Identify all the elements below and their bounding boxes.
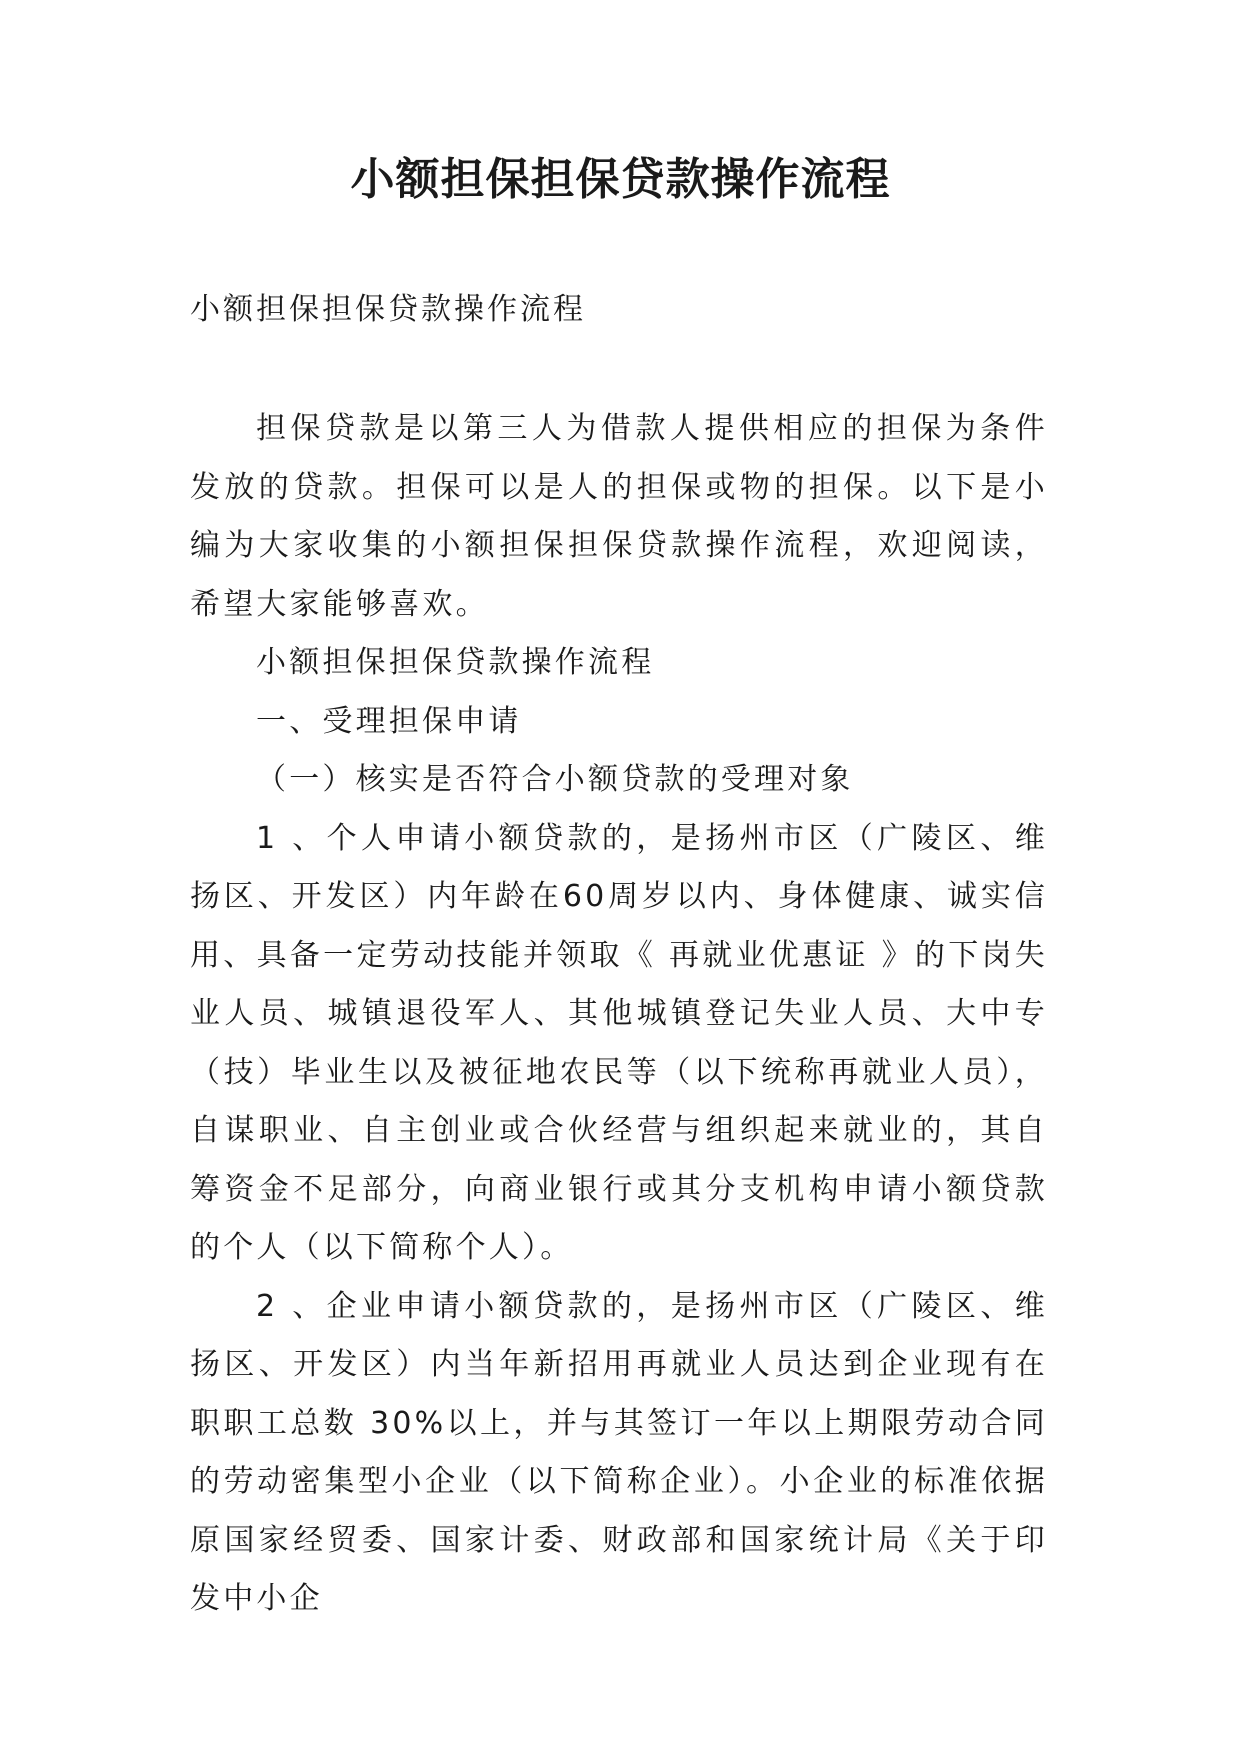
document-subtitle: 小额担保担保贷款操作流程 [190,292,586,327]
paragraph-item-1: 1 、个人申请小额贷款的，是扬州市区（广陵区、维扬区、开发区）内年龄在60周岁以内、身体健康、诚实信用、具备一定劳动技能并领取《 再就业优惠证 》的下岗失业人员、城镇退役军人、其他城镇登记失业人员、大中专（技）毕业生以及被征地农民等（以下统称再就业人员），自谋职业、自主创业或合伙经营与组织起来就业的，其自筹资金不足部分，向商业银行或其分支机构申请小额贷款的个人（以下简称个人）。 [190,820,1048,1265]
section-heading-1: 一、受理担保申请 [256,703,522,739]
document-body [190,400,1048,1629]
document-title: 小额担保担保贷款操作流程 [350,154,891,205]
paragraph-intro: 担保贷款是以第三人为借款人提供相应的担保为条件发放的贷款。担保可以是人的担保或物的担保。以下是小编为大家收集的小额担保担保贷款操作流程，欢迎阅读，希望大家能够喜欢。 [190,411,1048,622]
paragraph-item-2: 2 、企业申请小额贷款的，是扬州市区（广陵区、维扬区、开发区）内当年新招用再就业人员达到企业现有在职职工总数 30%以上，并与其签订一年以上期限劳动合同的劳动密集型小企业（以下简称企业）。小企业的标准依据原国家经贸委、国家计委、财政部和国家统计局《关于印发中小企 [190,1288,1048,1616]
paragraph-heading: 小额担保担保贷款操作流程 [256,645,655,680]
subsection-heading-1: （一）核实是否符合小额贷款的受理对象 [256,762,854,797]
